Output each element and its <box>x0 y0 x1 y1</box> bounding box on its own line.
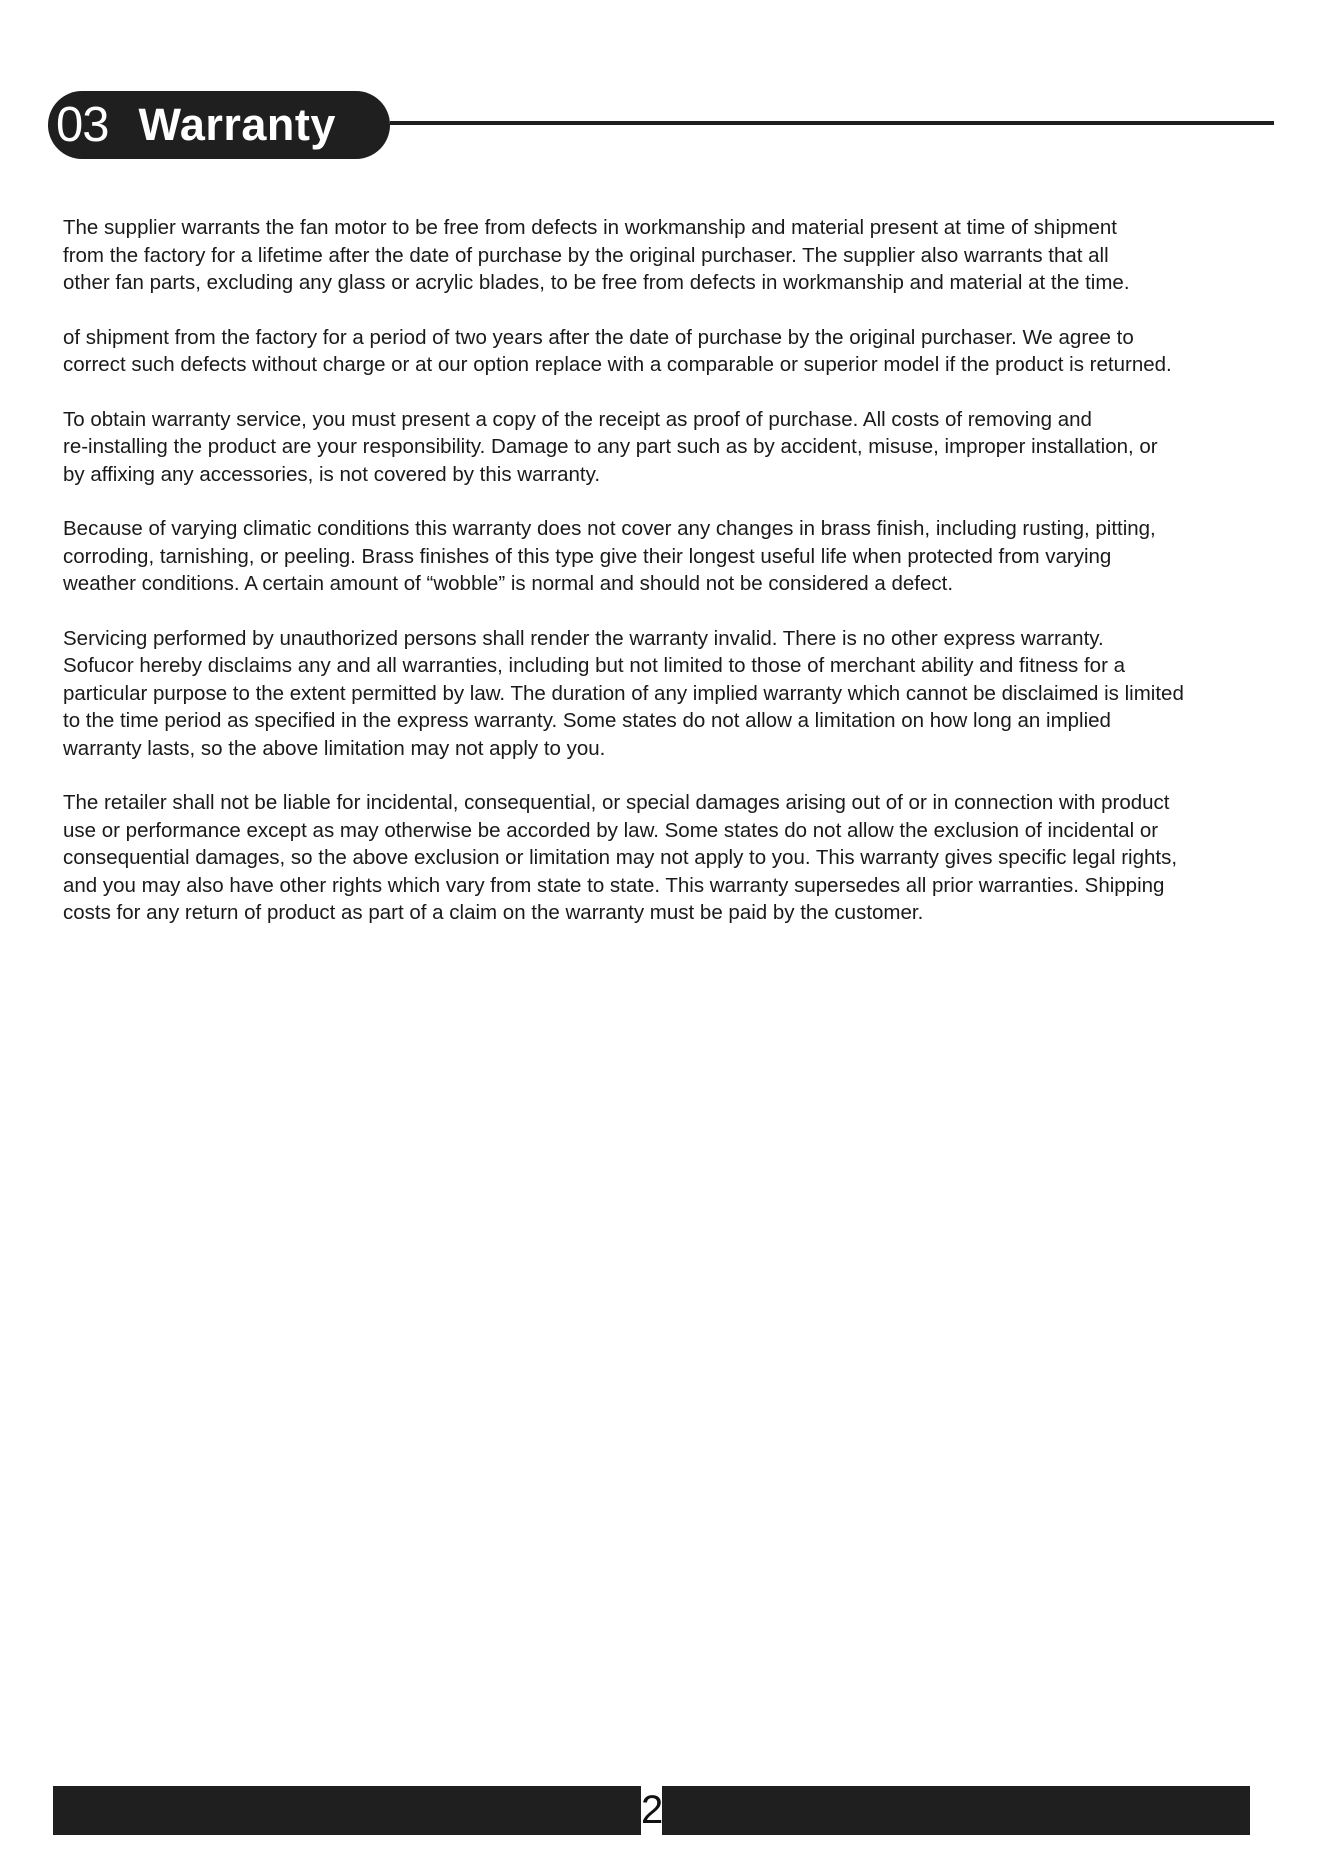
text-line: corroding, tarnishing, or peeling. Brass finishes of this type give their longest useful life when protected from varying <box>63 544 1112 568</box>
paragraph-coverage <box>63 214 1283 297</box>
text-line: costs for any return of product as part of a claim on the warranty must be paid by the customer. <box>63 901 924 924</box>
text-line: Sofucor hereby disclaims any and all warranties, including but not limited to those of merchant ability and fitness for a <box>63 654 1125 677</box>
text-line: correct such defects without charge or at our option replace with a comparable or superior model if the product is returned. <box>63 353 1172 376</box>
text-line: other fan parts, excluding any glass or acrylic blades, to be free from defects in workmanship and material at the time. <box>63 271 1130 294</box>
text-line: re-installing the product are your responsibility. Damage to any part such as by accident, misuse, improper installation, or <box>63 435 1158 458</box>
header-divider-line <box>390 121 1274 125</box>
paragraph-service <box>63 406 1283 489</box>
page-number: 2 <box>641 1786 662 1835</box>
text-line: and you may also have other rights which vary from state to state. This warranty supersedes all prior warranties. Shipping <box>63 873 1165 897</box>
text-line: weather conditions. A certain amount of “wobble” is normal and should not be considered a defect. <box>63 572 954 595</box>
warranty-body <box>63 214 1283 954</box>
text-line: of shipment from the factory for a period of two years after the date of purchase by the original purchaser. We agree to <box>63 325 1134 349</box>
text-line: consequential damages, so the above exclusion or limitation may not apply to you. This warranty gives specific legal rights, <box>63 846 1178 869</box>
text-line: To obtain warranty service, you must present a copy of the receipt as proof of purchase. All costs of removing and <box>63 407 1092 431</box>
text-line: Because of varying climatic conditions this warranty does not cover any changes in brass finish, including rusting, pitting, <box>63 517 1156 540</box>
section-number: 03 <box>56 98 109 152</box>
text-line: use or performance except as may otherwise be accorded by law. Some states do not allow the exclusion of incidental or <box>63 818 1159 842</box>
text-line: by affixing any accessories, is not covered by this warranty. <box>63 462 601 486</box>
text-line: from the factory for a lifetime after the date of purchase by the original purchaser. The supplier also warrants that all <box>63 243 1109 267</box>
text-line: Servicing performed by unauthorized persons shall render the warranty invalid. There is no other express warranty. <box>63 626 1104 650</box>
text-line: The retailer shall not be liable for incidental, consequential, or special damages arising out of or in connection with product <box>63 791 1170 814</box>
paragraph-liability <box>63 789 1283 927</box>
text-line: particular purpose to the extent permitted by law. The duration of any implied warranty which cannot be disclaimed is limited <box>63 681 1184 705</box>
paragraph-period <box>63 324 1283 379</box>
text-line: warranty lasts, so the above limitation may not apply to you. <box>63 736 606 760</box>
section-header-badge <box>48 91 390 159</box>
text-line: The supplier warrants the fan motor to be free from defects in workmanship and material present at time of shipment <box>63 216 1117 239</box>
text-line: to the time period as specified in the express warranty. Some states do not allow a limitation on how long an implied <box>63 709 1111 732</box>
paragraph-disclaimer <box>63 625 1283 763</box>
paragraph-finish <box>63 515 1283 598</box>
section-title: Warranty <box>138 99 336 150</box>
